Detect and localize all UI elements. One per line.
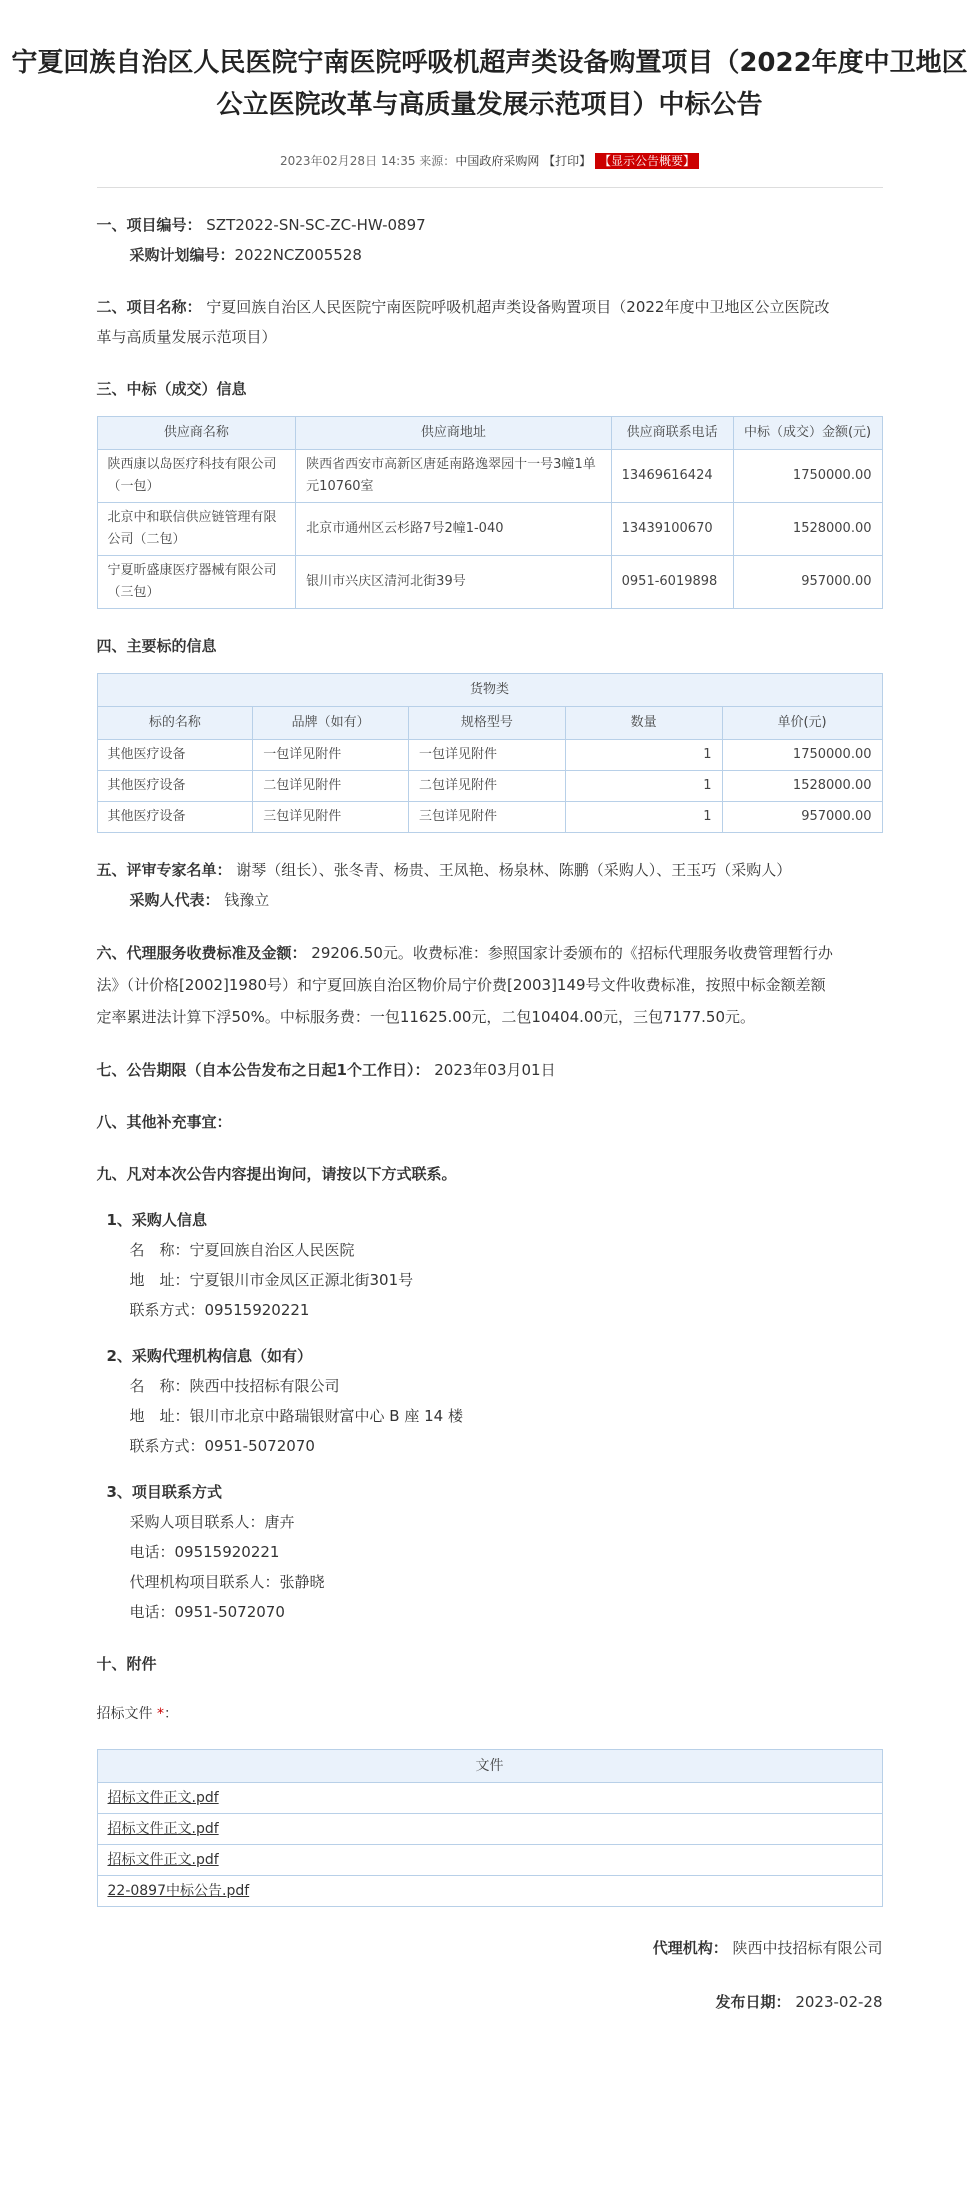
required-marker: * xyxy=(156,1706,164,1722)
buyer-rep-label: 采购人代表： xyxy=(129,891,220,909)
table-row xyxy=(97,740,882,771)
item-spec: 三包详见附件 xyxy=(409,802,566,833)
agency-fee-heading: 六、代理服务收费标准及金额： xyxy=(96,944,307,962)
item-name: 其他医疗设备 xyxy=(97,740,253,771)
table-row xyxy=(97,771,882,802)
publish-date-label: 发布日期： xyxy=(715,1993,791,2011)
award-info-heading: 三、中标（成交）信息 xyxy=(96,380,247,398)
experts-heading: 五、评审专家名单： xyxy=(96,861,232,879)
table-row xyxy=(97,556,882,609)
column-header: 品牌（如有） xyxy=(253,707,409,740)
meta-bar xyxy=(0,152,979,169)
column-header: 供应商名称 xyxy=(97,417,296,450)
notice-period-date: 2023年03月01日 xyxy=(434,1061,556,1079)
column-header: 数量 xyxy=(565,707,722,740)
buyer-contact: 联系方式：09515920221 xyxy=(129,1301,310,1319)
publish-datetime: 2023年02月28日 14:35 xyxy=(279,154,416,168)
goods-group-header: 货物类 xyxy=(97,674,882,707)
column-header: 单价(元) xyxy=(722,707,882,740)
buyer-info xyxy=(97,1205,883,1325)
buyer-project-contact: 采购人项目联系人：唐卉 xyxy=(129,1513,295,1531)
agent-contact: 联系方式：0951-5072070 xyxy=(129,1437,315,1455)
column-header: 文件 xyxy=(97,1750,882,1783)
supplier-phone: 13469616424 xyxy=(611,450,733,503)
agent-project-phone: 电话：0951-5072070 xyxy=(129,1603,285,1621)
print-link[interactable]: 【打印】 xyxy=(543,154,592,168)
section-project-number xyxy=(97,210,883,270)
buyer-project-phone: 电话：09515920221 xyxy=(129,1543,280,1561)
attachment-link[interactable]: 招标文件正文.pdf xyxy=(107,1821,219,1837)
supplementary-heading: 八、其他补充事宜： xyxy=(96,1113,232,1131)
buyer-rep: 钱豫立 xyxy=(224,891,270,909)
attachments-label: 招标文件 xyxy=(96,1706,153,1722)
section-notice-period xyxy=(97,1055,883,1085)
table-row xyxy=(97,503,882,556)
project-name-line-1: 宁夏回族自治区人民医院宁南医院呼吸机超声类设备购置项目（2022年度中卫地区公立医院改 xyxy=(206,298,830,316)
table-row xyxy=(97,1783,882,1814)
buyer-info-heading: 1、采购人信息 xyxy=(106,1211,207,1229)
item-unit-price: 1528000.00 xyxy=(722,771,882,802)
supplier-address: 北京市通州区云杉路7号2幢1-040 xyxy=(296,503,611,556)
column-header: 供应商联系电话 xyxy=(611,417,733,450)
publish-date-value: 2023-02-28 xyxy=(795,1993,883,2011)
item-brand: 二包详见附件 xyxy=(253,771,409,802)
agent-signature xyxy=(97,1933,883,1963)
item-brand: 一包详见附件 xyxy=(253,740,409,771)
agency-fee-line-2: 法》（计价格[2002]1980号）和宁夏回族自治区物价局宁价费[2003]149号文件收费标准，按照中标金额差额 xyxy=(96,976,826,994)
attachments-label-row xyxy=(97,1699,883,1729)
section-agency-fee xyxy=(97,937,883,1033)
summary-toggle-button[interactable]: 【显示公告概要】 xyxy=(595,153,699,169)
buyer-name: 名 称：宁夏回族自治区人民医院 xyxy=(129,1241,355,1259)
title-line-1: 宁夏回族自治区人民医院宁南医院呼吸机超声类设备购置项目（2022年度中卫地区 xyxy=(11,48,968,78)
column-header: 供应商地址 xyxy=(296,417,611,450)
item-spec: 一包详见附件 xyxy=(409,740,566,771)
award-table-header xyxy=(97,417,882,450)
column-header: 中标（成交）金额(元) xyxy=(733,417,882,450)
supplier-phone: 13439100670 xyxy=(611,503,733,556)
title-divider xyxy=(97,187,883,188)
plan-number-label: 采购计划编号： xyxy=(129,246,235,264)
title-line-2: 公立医院改革与高质量发展示范项目）中标公告 xyxy=(216,90,763,120)
project-number: SZT2022-SN-SC-ZC-HW-0897 xyxy=(206,216,426,234)
award-table xyxy=(97,416,883,609)
agent-address: 地 址：银川市北京中路瑞银财富中心 B 座 14 楼 xyxy=(129,1407,463,1425)
item-quantity: 1 xyxy=(565,802,722,833)
item-spec: 二包详见附件 xyxy=(409,771,566,802)
column-header: 标的名称 xyxy=(97,707,253,740)
table-row xyxy=(97,1876,882,1907)
agent-signature-label: 代理机构： xyxy=(652,1939,728,1957)
section-experts xyxy=(97,855,883,915)
agent-info-heading: 2、采购代理机构信息（如有） xyxy=(106,1347,312,1365)
item-name: 其他医疗设备 xyxy=(97,802,253,833)
plan-number: 2022NCZ005528 xyxy=(234,246,362,264)
table-row xyxy=(97,450,882,503)
attachment-link[interactable]: 22-0897中标公告.pdf xyxy=(107,1883,250,1899)
attachment-link[interactable]: 招标文件正文.pdf xyxy=(107,1790,219,1806)
subject-table-header xyxy=(97,707,882,740)
supplier-address: 陕西省西安市高新区唐延南路逸翠园十一号3幢1单元10760室 xyxy=(296,450,611,503)
project-contact xyxy=(97,1477,883,1627)
subject-table xyxy=(97,673,883,833)
award-amount: 1528000.00 xyxy=(733,503,882,556)
project-name-line-2: 革与高质量发展示范项目） xyxy=(96,328,277,346)
project-name-heading: 二、项目名称： xyxy=(96,298,202,316)
item-name: 其他医疗设备 xyxy=(97,771,253,802)
award-amount: 957000.00 xyxy=(733,556,882,609)
project-contact-heading: 3、项目联系方式 xyxy=(106,1483,222,1501)
supplier-name: 陕西康以岛医疗科技有限公司（一包） xyxy=(97,450,296,503)
table-row xyxy=(97,1845,882,1876)
announcement-body xyxy=(97,210,883,2017)
item-unit-price: 1750000.00 xyxy=(722,740,882,771)
agent-project-contact: 代理机构项目联系人：张静晓 xyxy=(129,1573,325,1591)
agent-info xyxy=(97,1341,883,1461)
award-amount: 1750000.00 xyxy=(733,450,882,503)
agency-fee-line-3: 定率累进法计算下浮50%。中标服务费：一包11625.00元，二包10404.00元，三包7177.50元。 xyxy=(96,1008,756,1026)
subject-info-heading: 四、主要标的信息 xyxy=(96,637,217,655)
table-row xyxy=(97,1814,882,1845)
publish-date xyxy=(97,1987,883,2017)
agent-signature-value: 陕西中技招标有限公司 xyxy=(732,1939,883,1957)
attachments-colon: ： xyxy=(163,1706,178,1722)
item-quantity: 1 xyxy=(565,740,722,771)
column-header: 规格型号 xyxy=(409,707,566,740)
source-label: 来源： xyxy=(419,154,456,168)
supplier-phone: 0951-6019898 xyxy=(611,556,733,609)
buyer-address: 地 址：宁夏银川市金凤区正源北街301号 xyxy=(129,1271,414,1289)
item-quantity: 1 xyxy=(565,771,722,802)
contact-heading: 九、凡对本次公告内容提出询问，请按以下方式联系。 xyxy=(96,1165,457,1183)
attachments-table xyxy=(97,1749,883,1907)
source-link[interactable]: 中国政府采购网 xyxy=(455,154,540,168)
experts-list: 谢琴（组长）、张冬青、杨贵、王凤艳、杨泉林、陈鹏（采购人）、王玉巧（采购人） xyxy=(236,861,792,879)
agent-name: 名 称：陕西中技招标有限公司 xyxy=(129,1377,340,1395)
table-row xyxy=(97,802,882,833)
section-project-name xyxy=(97,292,883,352)
agency-fee-line-1: 29206.50元。收费标准：参照国家计委颁布的《招标代理服务收费管理暂行办 xyxy=(311,944,833,962)
item-unit-price: 957000.00 xyxy=(722,802,882,833)
notice-period-heading: 七、公告期限（自本公告发布之日起1个工作日）： xyxy=(96,1061,430,1079)
attachments-heading: 十、附件 xyxy=(96,1655,157,1673)
supplier-name: 北京中和联信供应链管理有限公司（二包） xyxy=(97,503,296,556)
supplier-address: 银川市兴庆区清河北街39号 xyxy=(296,556,611,609)
page-title xyxy=(0,0,979,126)
attachment-link[interactable]: 招标文件正文.pdf xyxy=(107,1852,219,1868)
project-number-heading: 一、项目编号： xyxy=(96,216,202,234)
supplier-name: 宁夏昕盛康医疗器械有限公司（三包） xyxy=(97,556,296,609)
item-brand: 三包详见附件 xyxy=(253,802,409,833)
